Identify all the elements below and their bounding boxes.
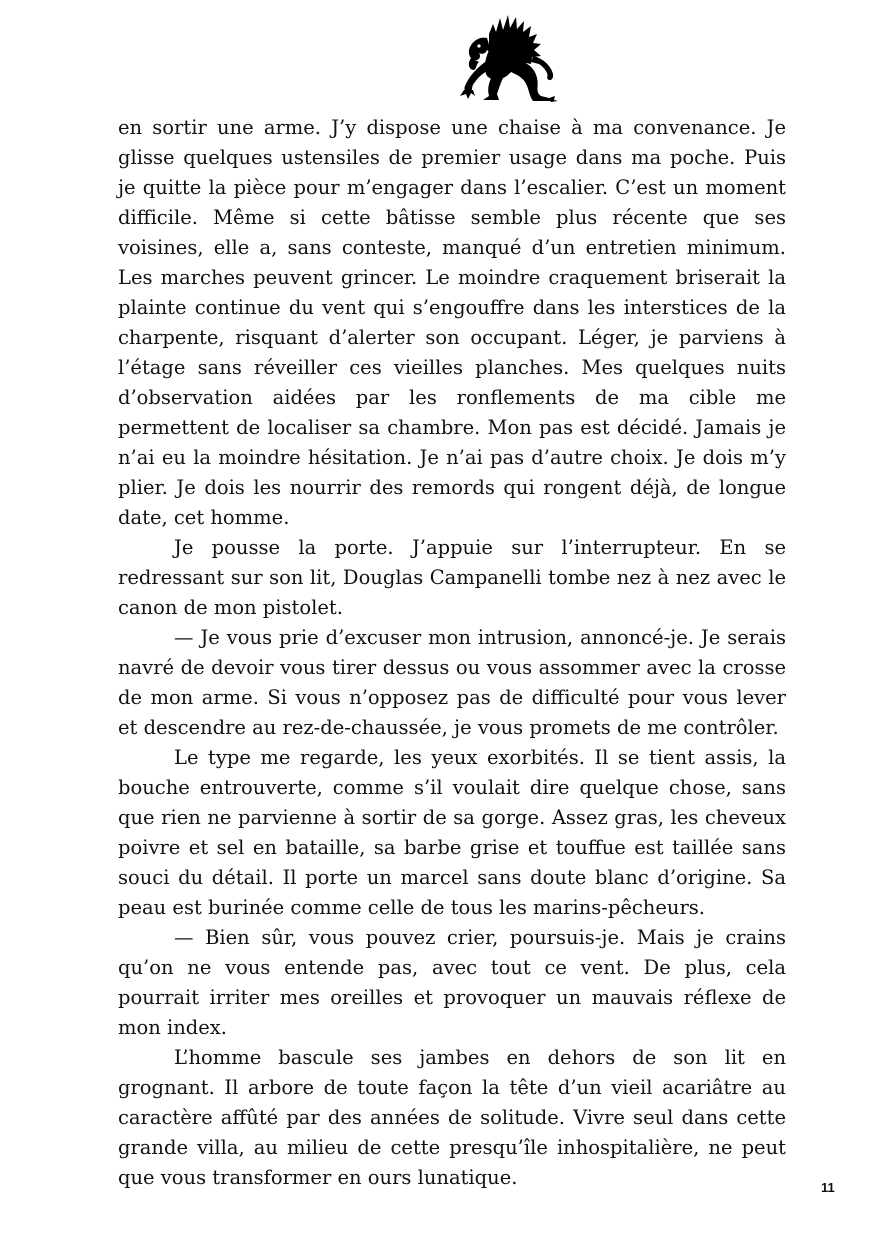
paragraph-4: Le type me regarde, les yeux exorbités. Il se tient assis, la bouche entrouverte, comme s’il voulait dire quelque chose, sans que rien ne parvienne à sortir de sa gorge. Assez gras, les cheveux poivre et sel en bataille, sa barbe grise et touffue est taillée sans souci du détail. Il porte un marcel sans doute blanc d’origine. Sa peau est burinée comme celle de tous les marins-pêcheurs. — [118, 746, 786, 919]
paragraph-5-dialogue: — Bien sûr, vous pouvez crier, poursuis-je. Mais je crains qu’on ne vous entende pas, avec tout ce vent. De plus, cela pourrait irriter mes oreilles et provoquer un mauvais réflexe de mon index. — [118, 926, 786, 1039]
paragraph-3-dialogue: — Je vous prie d’excuser mon intrusion, annoncé-je. Je serais navré de devoir vous tirer dessus ou vous assommer avec la crosse de mon arme. Si vous n’opposez pas de difficulté pour vous lever et descendre au rez-de-chaussée, je vous promets de me contrôler. — [118, 626, 786, 739]
paragraph-6: L’homme bascule ses jambes en dehors de son lit en grognant. Il arbore de toute façon la tête d’un vieil acariâtre au caractère affûté par des années de solitude. Vivre seul dans cette grande villa, au milieu de cette presqu’île inhospitalière, ne peut que vous transformer en ours lunatique. — [118, 1046, 786, 1189]
paragraph-1: en sortir une arme. J’y dispose une chaise à ma convenance. Je glisse quelques ustensiles de premier usage dans ma poche. Puis je quitte la pièce pour m’engager dans l’escalier. C’est un moment difficile. Même si cette bâtisse semble plus récente que ses voisines, elle a, sans conteste, manqué d’un entretien minimum. Les marches peuvent grincer. Le moindre craquement briserait la plainte continue du vent qui s’engouffre dans les interstices de la charpente, risquant d’alerter son occupant. Léger, je parviens à l’étage sans réveiller ces vieilles planches. Mes quelques nuits d’observation aidées par les ronflements de ma cible me permettent de localiser sa chambre. Mon pas est décidé. Jamais je n’ai eu la moindre hésitation. Je n’ai pas d’autre choix. Je dois m’y plier. Je dois les nourrir des remords qui rongent déjà, de longue date, cet homme. — [118, 116, 786, 529]
chapter-text — [118, 113, 786, 1193]
paragraph-2: Je pousse la porte. J’appuie sur l’interrupteur. En se redressant sur son lit, Douglas Campanelli tombe nez à nez avec le canon de mon pistolet. — [118, 536, 786, 619]
page-number: 11 — [821, 1180, 835, 1195]
gargoyle-creature-icon — [459, 12, 559, 102]
